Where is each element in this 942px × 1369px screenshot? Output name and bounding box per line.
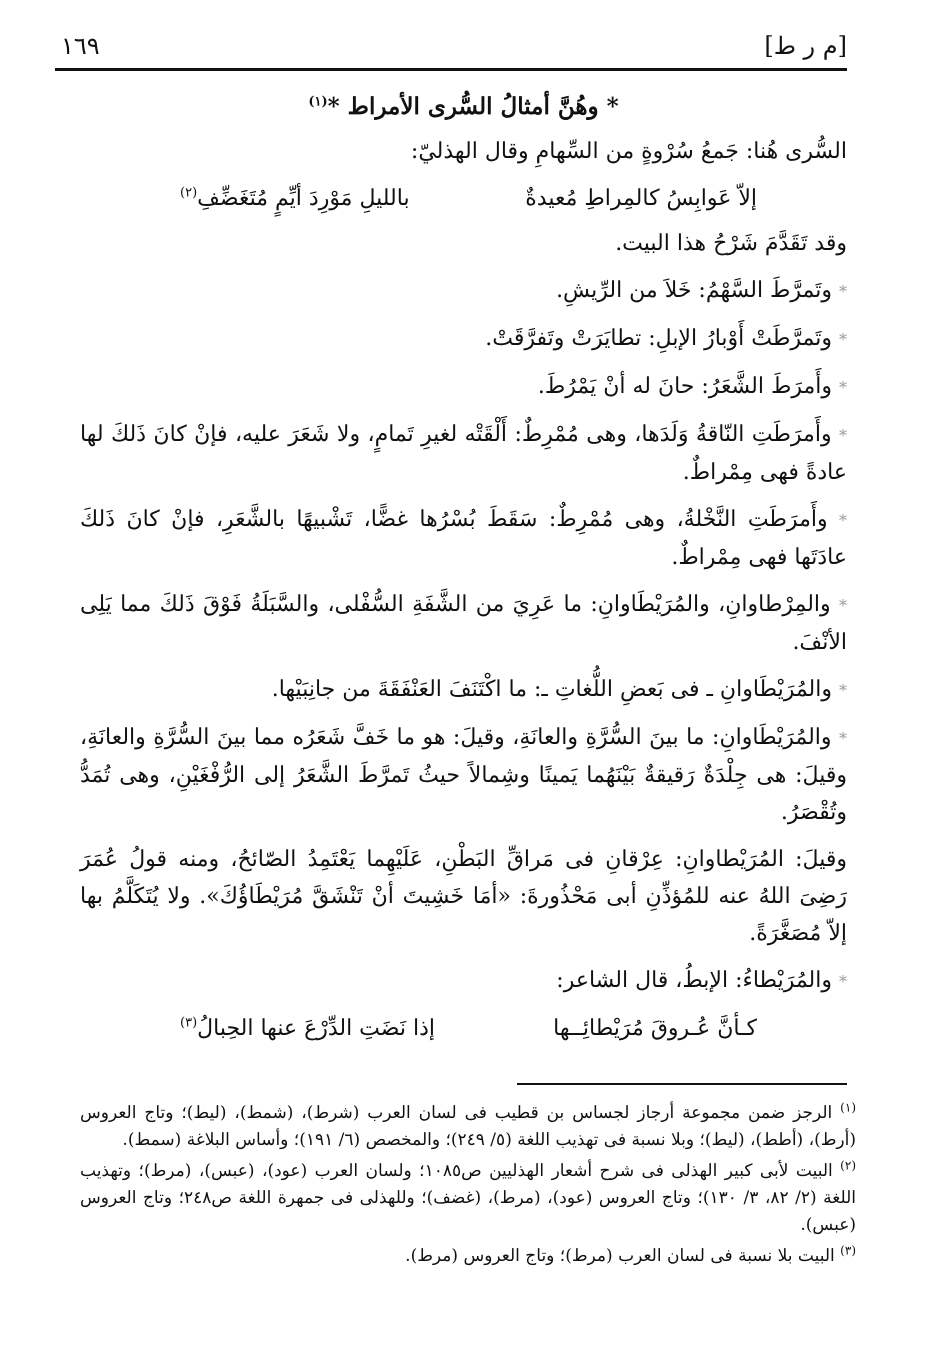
poem-verse-1 [80,180,847,217]
entry-8-text: والمِرْطاوانِ، والمُرَيْطَاوانِ: ما عَرِيَ من الشَّفَةِ السُّفْلى، والسَّبَلَةُ فَوْقَ ذَلكَ مما يَلِى الأنْفَ. [80,592,847,655]
star-marker: * [839,729,848,748]
star-marker: * [839,511,847,530]
entry-12-text: والمُرَيْطاءُ: الإبطُ، قال الشاعر: [556,968,832,993]
entry-9 [80,671,847,709]
entry-3-text: وتَمرَّطَ السَّهْمُ: خَلاَ من الرِّيشِ. [556,278,832,303]
footnote-mark: (٢) [840,1158,856,1173]
paragraph-2: وقد تَقَدَّمَ شَرْحُ هذا البيت. [615,231,847,256]
entry-6 [80,416,847,491]
footnote-ref-3: (٣) [180,1015,198,1031]
entry-9-text: والمُرَيْطَاوانِ ـ فى بَعضِ اللُّغاتِ ـ: ما اكْتَنَفَ العَنْفَقَةَ من جانِبَيْها. [271,677,832,702]
footnote [80,1158,856,1239]
verse-2-second-hemistich [180,1010,435,1047]
star-marker: * [839,681,847,700]
footnotes [80,1100,856,1274]
verse-1-second-text: بالليلِ مَوْرِدَ أيِّمٍ مُتَغَضِّفِ [197,186,410,211]
entry-3 [80,272,847,310]
footnote-mark: (١) [840,1100,856,1115]
entry-5 [80,368,847,406]
footnote-text: البيت بلا نسبة فى لسان العرب (مرط)؛ وتاج العروس (مرط). [405,1246,835,1266]
star-marker: * [839,426,847,445]
verse-1-first-hemistich: إلاّ عَوابِسُ كالمِراطِ مُعيدةٌ [525,186,757,211]
verse-heading-text: * وهُنَّ أمثالُ السُّرى الأمراط * [327,93,619,120]
star-marker: * [839,378,847,397]
entry-4-text: وتَمرَّطَتْ أَوْبارُ الإبلِ: تطايَرَتْ وتَفرَّقَتْ. [485,326,832,351]
entry-7-text: وأَمرَطَتِ النَّخْلةُ، وهى مُمْرِطٌ: سَقَطَ بُسْرُها غضًّا، تَشْبيهًا بالشَّعَرِ، فإنْ كانَ ذَلكَ عادَتَها فهى مِمْراطٌ. [80,507,847,570]
star-marker: * [838,596,847,615]
verse-heading [80,88,847,125]
running-title: [م ر ط] [764,32,847,60]
page-header [55,28,847,71]
main-text [80,88,847,1055]
footnote-ref-1: (١) [308,94,328,110]
entry-12 [80,962,847,1000]
entry-7 [80,501,847,576]
footnote [80,1243,856,1270]
paragraph-11: وقيلَ: المُرَيْطاوانِ: عِرْقانِ فى مَراقِّ البَطْنِ، عَلَيْهِما يَعْتَمِدُ الصّائحُ، ومنه قولُ عُمَرَ رَضِىَ اللهُ عنه للمُؤذِّنِ أبى مَحْذُورةَ: «أمَا خَشِيتَ أنْ تَنْشَقَّ مُرَيْطَاؤُكَ». ولا يُتَكَلَّمُ بها إلاّ مُصَغَّرَةً. [80,847,847,946]
entry-10 [80,719,847,831]
star-marker: * [839,972,847,991]
footnote-ref-2: (٢) [180,185,198,201]
entry-4 [80,320,847,358]
footnote-text: الرجز ضمن مجموعة أرجاز لجساس بن قطيب فى لسان العرب (شرط)، (شمط)، (ليط)؛ وتاج العروس (أرط)، (أطط)، (ليط)؛ وبلا نسبة فى تهذيب اللغة (٥/ ٢٤٩)؛ والمخصص (٦/ ١٩١)؛ وأساس البلاغة (سمط). [80,1103,856,1150]
page-number: ١٦٩ [61,32,100,60]
entry-6-text: وأَمرَطَتِ النّاقةُ وَلَدَها، وهى مُمْرِطٌ: أَلْقَتْه لغيرِ تَمامٍ، ولا شَعَرَ عليه، فإنْ كانَ ذَلكَ لها عادةً فهى مِمْراطٌ. [80,422,847,485]
footnote-mark: (٣) [840,1243,856,1258]
verse-2-first-hemistich: كـأنَّ عُـروقَ مُرَيْطائِــها [553,1016,757,1041]
footnote-divider [517,1083,847,1085]
verse-1-second-hemistich [180,180,410,217]
verse-2-second-text: إذا نَضَتِ الدِّرْعَ عنها الحِبالُ [197,1016,436,1041]
entry-5-text: وأَمرَطَ الشَّعَرُ: حانَ له أنْ يَمْرُطَ. [537,374,832,399]
entry-10-text: والمُرَيْطَاوانِ: ما بينَ السُّرَّةِ والعانَةِ، وقيلَ: هو ما خَفَّ شَعَرُه مما بينَ السُّرَّةِ والعانَةِ، وقيلَ: هى جِلْدَةٌ رَقيقةٌ بَيْنَهُما يَمينًا وشِمالاً حيثُ تَمرَّطَ الشَّعَرُ إلى الرُّفْغَيْنِ، وهى تُمَدُّ وتُقْصَرُ. [80,725,847,825]
entry-8 [80,586,847,661]
star-marker: * [839,282,847,301]
footnote-text: البيت لأبى كبير الهذلى فى شرح أشعار الهذليين ص١٠٨٥؛ ولسان العرب (عود)، (عبس)، (مرط)؛ وتهذيب اللغة (٢/ ٨٢، ٣/ ١٣٠)؛ وتاج العروس (عود)، (مرط)، (غضف)؛ وللهذلى فى جمهرة اللغة ص٢٤٨؛ وتاج العروس (عبس). [80,1161,856,1235]
paragraph-1: السُّرى هُنا: جَمعُ سُرْوةٍ من السِّهامِ وقال الهذليّ: [410,139,847,164]
star-marker: * [839,330,847,349]
footnote [80,1100,856,1154]
poem-verse-2 [80,1010,847,1047]
